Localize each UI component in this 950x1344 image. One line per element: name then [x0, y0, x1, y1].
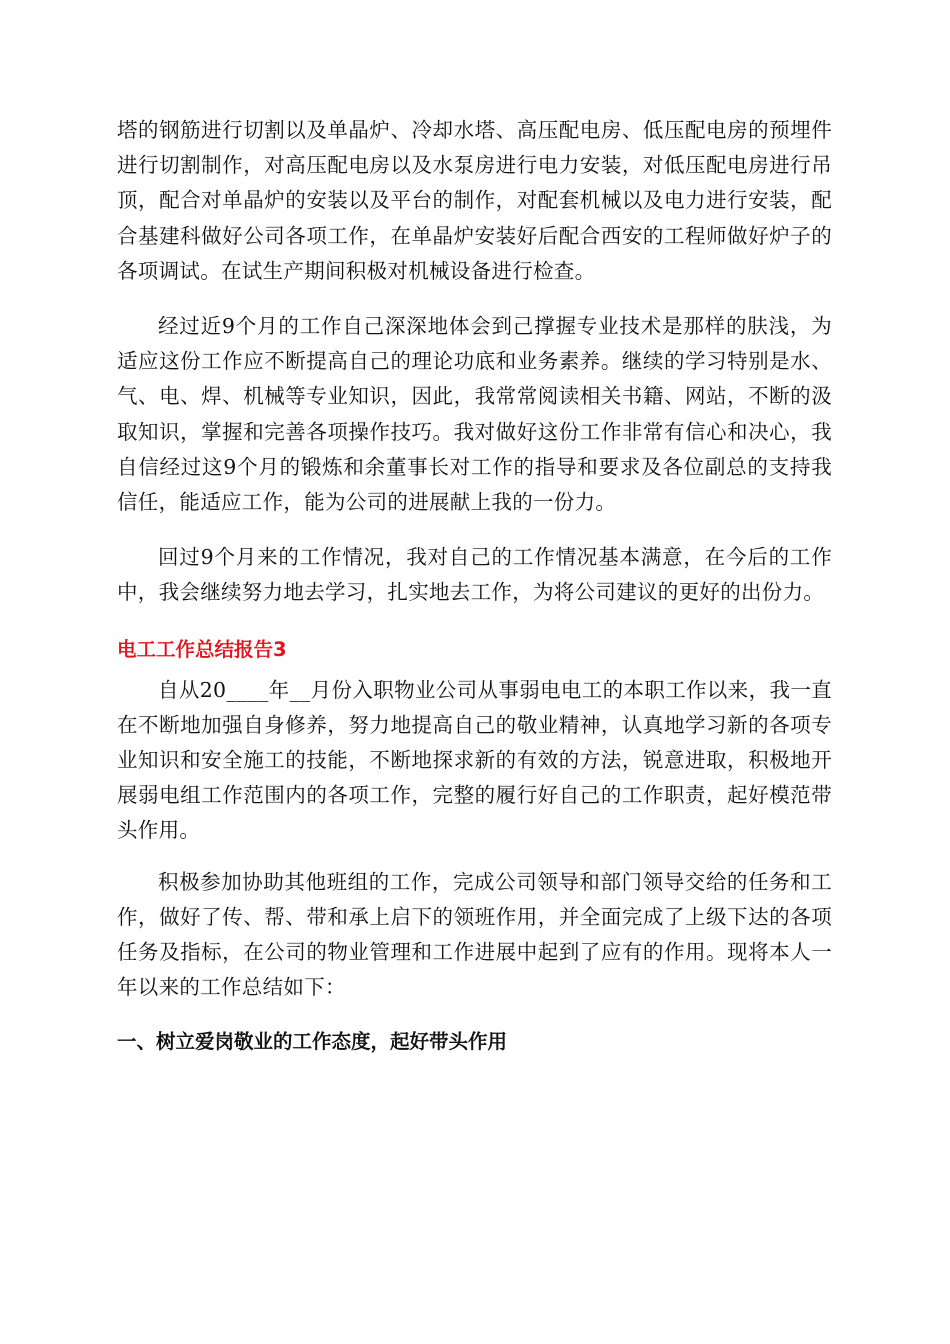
paragraph-continuation: 塔的钢筋进行切割以及单晶炉、冷却水塔、高压配电房、低压配电房的预埋件进行切割制作，对高压配电房以及水泵房进行电力安装，对低压配电房进行吊顶，配合对单晶炉的安装以及平台的制作，对配套机械以及电力进行安装，配合基建科做好公司各项工作，在单晶炉安装好后配合西安的工程师做好炉子的各项调试。在试生产期间积极对机械设备进行检查。: [117, 118, 832, 283]
paragraph-intro: 自从20____年__月份入职物业公司从事弱电电工的本职工作以来，我一直在不断地加强自身修养，努力地提高自己的敬业精神，认真地学习新的各项专业知识和安全施工的技能，不断地探求新的有效的方法，锐意进取，积极地开展弱电组工作范围内的各项工作，完整的履行好自己的工作职责，起好模范带头作用。: [117, 677, 832, 843]
subheading: 一、树立爱岗敬业的工作态度，起好带头作用: [117, 1030, 508, 1054]
paragraph-review: 回过9个月来的工作情况，我对自己的工作情况基本满意，在今后的工作中，我会继续努力地去学习，扎实地去工作，为将公司建议的更好的出份力。: [117, 545, 832, 605]
section-title: 电工工作总结报告3: [117, 637, 287, 661]
paragraph-assist: 积极参加协助其他班组的工作，完成公司领导和部门领导交给的任务和工作，做好了传、帮、带和承上启下的领班作用，并全面完成了上级下达的各项任务及指标，在公司的物业管理和工作进展中起到了应有的作用。现将本人一年以来的工作总结如下：: [117, 869, 832, 1000]
paragraph-experience: 经过近9个月的工作自己深深地体会到己撑握专业技术是那样的肤浅，为适应这份工作应不断提高自己的理论功底和业务素养。继续的学习特别是水、气、电、焊、机械等专业知识，因此，我常常阅读相关书籍、网站，不断的汲取知识，掌握和完善各项操作技巧。我对做好这份工作非常有信心和决心，我自信经过这9个月的锻炼和余董事长对工作的指导和要求及各位副总的支持我信任，能适应工作，能为公司的进展献上我的一份力。: [117, 314, 832, 515]
document-body: [117, 113, 832, 1059]
